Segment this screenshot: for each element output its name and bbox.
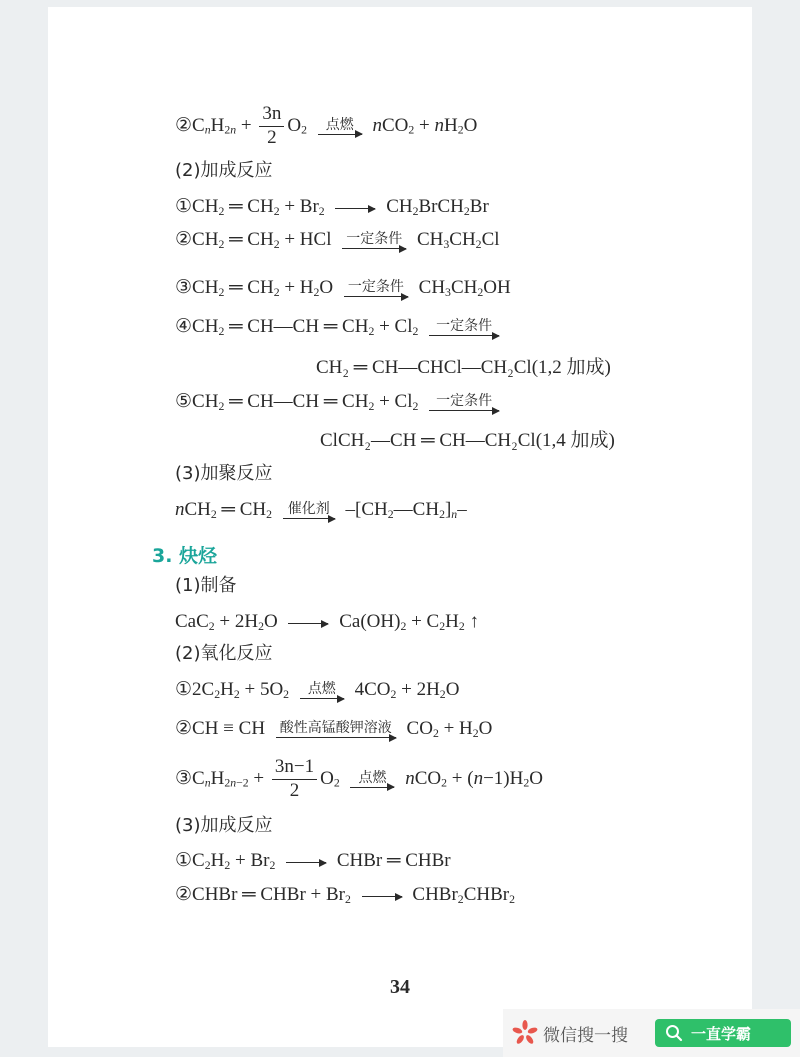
reaction-arrow	[360, 894, 404, 897]
wechat-search-bar	[503, 1009, 800, 1057]
reaction-arrow: 酸性高锰酸钾溶液	[274, 721, 398, 738]
page-number: 34	[390, 976, 410, 998]
fraction: $\frac{3n}{2}$	[259, 104, 284, 149]
section-title-preparation: (1)制备	[175, 575, 237, 596]
reaction-arrow	[286, 621, 330, 624]
equation-alkyne-addition-2: ②CHBr ═ CHBr + $Br_2$ CHBr$_2$CHBr$_2$	[175, 884, 515, 906]
equation-alkyne-combustion: $③C_nH_{2n-2}$ + $\frac{3n-1}{2}$ $O_2$ 点燃 $nCO_2 + (n-1)H_2O$	[175, 756, 543, 801]
equation-addition-5-product: ClCH₂—CH ═ CH—CH₂Cl(1,4 加成)	[320, 430, 615, 451]
section-heading-alkyne: 3. 炔烃	[152, 545, 218, 567]
equation-preparation: $CaC_2 + 2H_2O$ $Ca(OH)_2 + C_2H_2$ ↑	[175, 611, 479, 633]
reaction-arrow: 一定条件	[427, 394, 501, 411]
wechat-search-icon	[511, 1019, 539, 1047]
equation-addition-3: $③CH_2$ ═ $CH_2 + H_2O$ 一定条件 $CH_3CH_2OH$	[175, 277, 511, 299]
reaction-arrow: 一定条件	[427, 319, 501, 336]
reaction-arrow: 点燃	[298, 682, 346, 699]
search-button-label: 一直学霸	[691, 1024, 752, 1043]
reaction-arrow: 一定条件	[340, 232, 408, 249]
section-title-alkyne-oxidation: (2)氧化反应	[175, 643, 273, 664]
equation-addition-5: $⑤CH_2$ ═ CH—CH ═ $CH_2 + Cl_2$ 一定条件	[175, 392, 505, 411]
equation-addition-1: $①CH_2$ ═ $CH_2 + Br_2$ $CH_2BrCH_2Br$	[175, 196, 489, 218]
reaction-arrow: 一定条件	[342, 280, 410, 297]
reaction-arrow: 催化剂	[281, 502, 337, 519]
section-title-alkyne-addition: (3)加成反应	[175, 815, 273, 836]
search-icon	[665, 1024, 683, 1042]
equation-alkyne-oxidation-2: ②CH ≡ CH 酸性高锰酸钾溶液 $CO_2 + H_2O$	[175, 718, 493, 740]
reaction-arrow	[333, 206, 377, 209]
search-button[interactable]	[655, 1019, 791, 1047]
equation-polymerization: nCH$_2$ ═ $CH_2$ 催化剂 $-[CH_2—CH_2]_n-$	[175, 499, 467, 521]
section-title-alkene-addition: (2)加成反应	[175, 160, 273, 181]
equation-alkyne-oxidation-1: $①2C_2H_2 + 5O_2$ 点燃 $4CO_2 + 2H_2O$	[175, 679, 460, 701]
reaction-arrow: 点燃	[316, 118, 364, 135]
equation-addition-2: $②CH_2$ ═ $CH_2$ + HCl 一定条件 $CH_3CH_2Cl$	[175, 229, 500, 251]
reaction-arrow: 点燃	[348, 771, 396, 788]
fraction: $\frac{3n-1}{2}$	[272, 757, 317, 802]
equation-addition-4-product: CH₂ ═ CH—CHCl—CH₂Cl(1,2 加成)	[316, 357, 611, 378]
equation-alkyne-addition-1: $①C_2H_2 + Br_2$ CHBr ═ CHBr	[175, 850, 451, 872]
reaction-arrow	[284, 860, 328, 863]
wechat-search-label: 微信搜一搜	[543, 1026, 628, 1046]
equation-alkene-combustion: $②C_nH_{2n}$ + $\frac{3n}{2}$ $O_2$ 点燃 $nCO_2 + nH_2O$	[175, 103, 478, 148]
equation-addition-4: $④CH_2$ ═ CH—CH ═ $CH_2 + Cl_2$ 一定条件	[175, 317, 505, 336]
section-title-polymerization: (3)加聚反应	[175, 463, 273, 484]
